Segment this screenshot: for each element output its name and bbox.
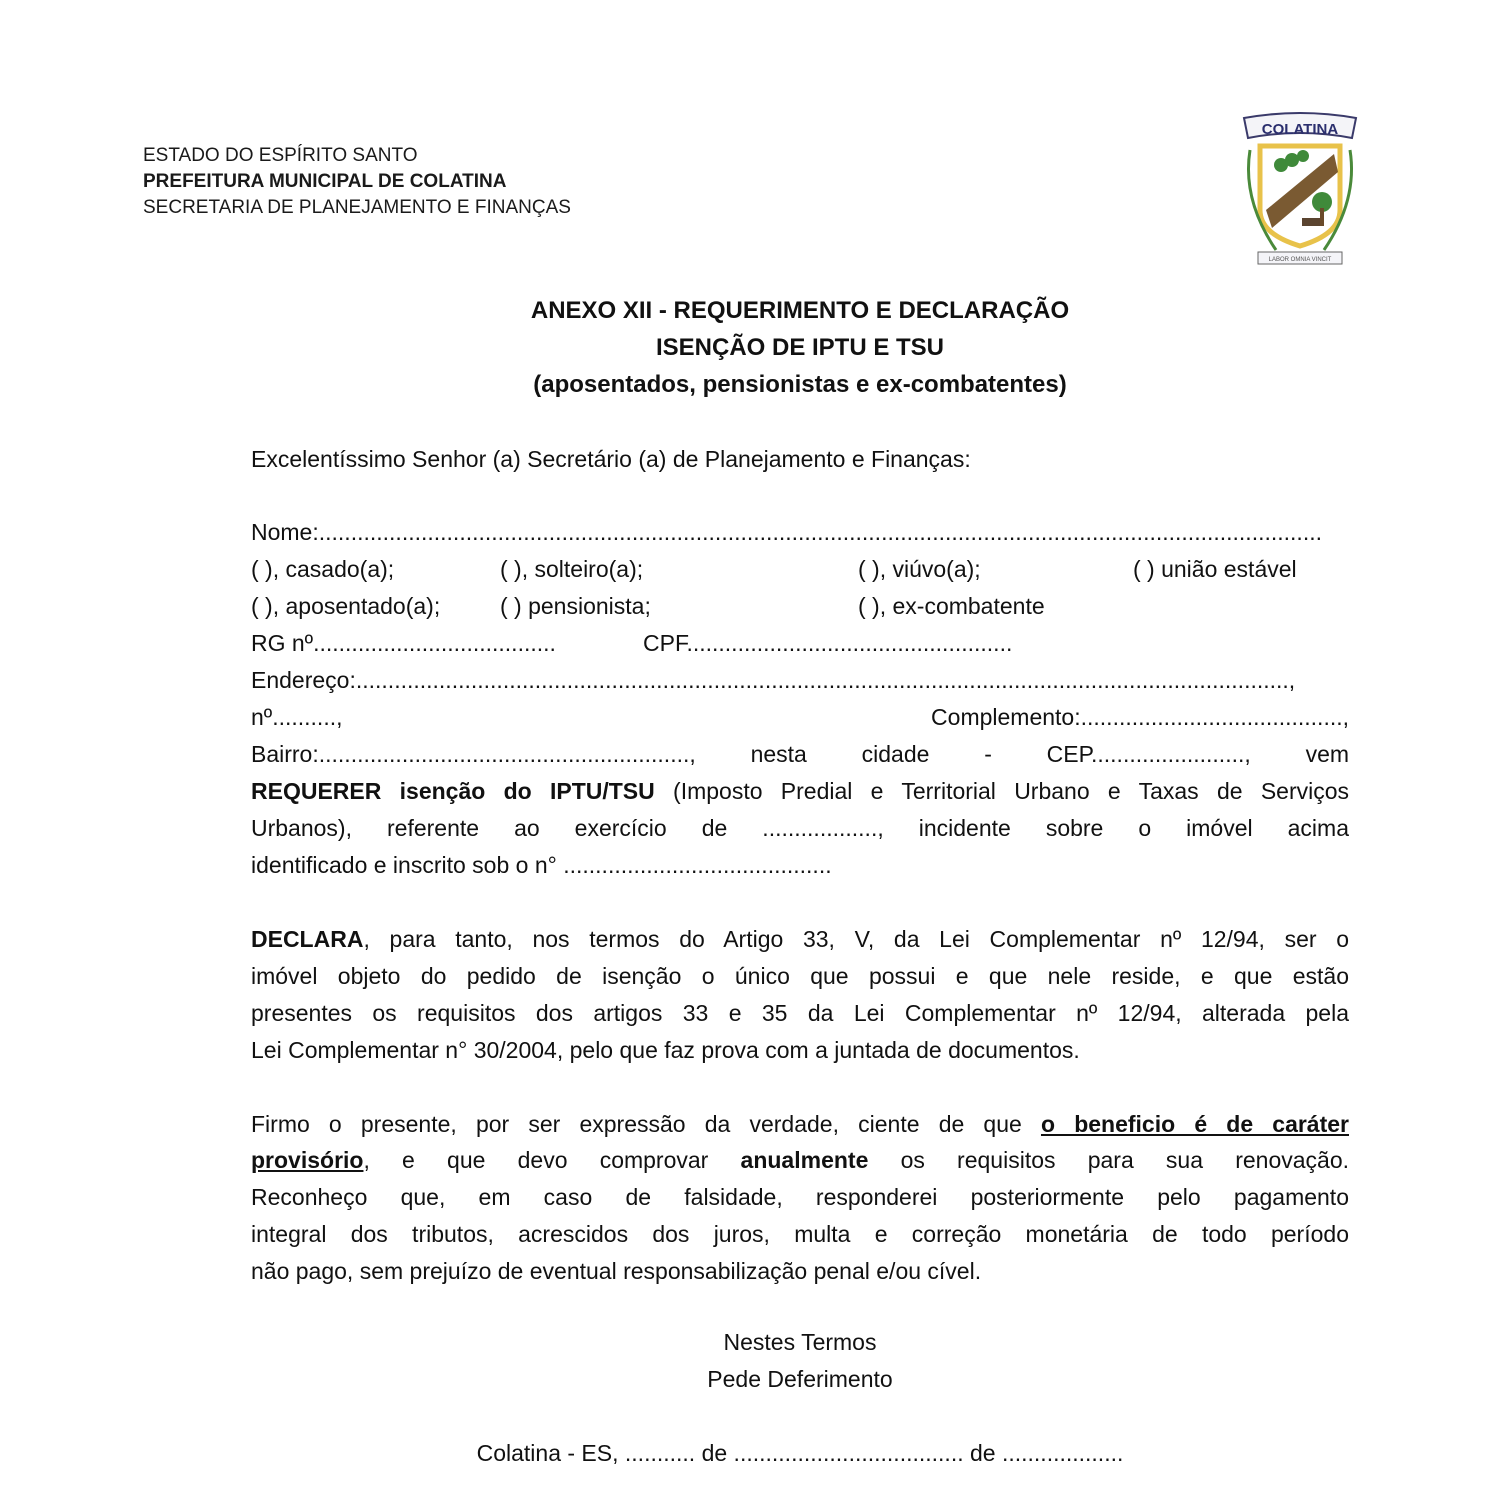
closing-pede-deferimento: Pede Deferimento	[707, 1366, 893, 1392]
prefecture-name: PREFEITURA MUNICIPAL DE COLATINA	[143, 171, 507, 192]
text-dash: -	[984, 741, 992, 767]
cpf-field[interactable]: CPF...................................................	[643, 630, 1013, 656]
firmo-line-3: Reconheço que, em caso de falsidade, responderei posteriormente pelo pagamento	[251, 1184, 1349, 1210]
number-field[interactable]: nº..........,	[251, 704, 343, 730]
option-casado[interactable]: ( ), casado(a);	[251, 556, 395, 582]
neighborhood-row	[251, 736, 1349, 773]
state-name: ESTADO DO ESPÍRITO SANTO	[143, 145, 418, 166]
secretariat-name: SECRETARIA DE PLANEJAMENTO E FINANÇAS	[143, 197, 571, 218]
firmo-line-2	[251, 1142, 1349, 1179]
provisional-word: provisório	[251, 1147, 364, 1173]
request-line-2[interactable]: Urbanos), referente ao exercício de .................., incidente sobre o imóvel acima	[251, 815, 1349, 841]
option-pensionista[interactable]: ( ) pensionista;	[500, 593, 651, 619]
document-subtitle-scope: (aposentados, pensionistas e ex-combatentes)	[533, 371, 1067, 398]
firmo-text-3: os requisitos para sua renovação.	[868, 1147, 1349, 1173]
firmo-line-5: não pago, sem prejuízo de eventual responsabilização penal e/ou cível.	[251, 1258, 982, 1284]
declara-line-1	[251, 921, 1349, 958]
declara-line-3: presentes os requisitos dos artigos 33 e 35 da Lei Complementar nº 12/94, alterada pela	[251, 1000, 1349, 1026]
request-bold: REQUERER isenção do IPTU/TSU	[251, 778, 655, 804]
option-aposentado[interactable]: ( ), aposentado(a);	[251, 593, 441, 619]
text-nesta: nesta	[750, 741, 807, 767]
document-subtitle: ISENÇÃO DE IPTU E TSU	[655, 334, 945, 361]
marital-status-row	[251, 551, 1349, 588]
declara-line-4: Lei Complementar n° 30/2004, pelo que faz prova com a juntada de documentos.	[251, 1037, 1080, 1063]
document-title: ANEXO XII - REQUERIMENTO E DECLARAÇÃO	[530, 297, 1070, 324]
firmo-text: Firmo o presente, por ser expressão da verdade, ciente de que	[251, 1111, 1041, 1137]
declara-bold: DECLARA	[251, 926, 364, 952]
beneficiary-type-row	[251, 588, 1349, 625]
name-field[interactable]: Nome:.............................................................................................................................................................	[251, 519, 1322, 545]
request-text: (Imposto Predial e Territorial Urbano e Taxas de Serviços	[673, 778, 1349, 804]
cep-field[interactable]: CEP........................,	[1046, 741, 1251, 767]
declara-line-2: imóvel objeto do pedido de isenção o único que possui e que nele reside, e que estão	[251, 963, 1349, 989]
salutation: Excelentíssimo Senhor (a) Secretário (a) de Planejamento e Finanças:	[251, 446, 971, 472]
provisional-notice: o beneficio é de caráter	[1040, 1111, 1349, 1137]
firmo-line-4: integral dos tributos, acrescidos dos juros, multa e correção monetária de todo período	[251, 1221, 1349, 1247]
complement-field[interactable]: Complemento:.........................................,	[931, 704, 1349, 730]
text-cidade: cidade	[861, 741, 930, 767]
svg-text:COLATINA: COLATINA	[1261, 121, 1339, 138]
option-uniao-estavel[interactable]: ( ) união estável	[1133, 556, 1297, 582]
firmo-line-1	[251, 1106, 1349, 1143]
neighborhood-field[interactable]: Bairro:..........................................................,	[251, 741, 696, 767]
firmo-text-2: , e que devo comprovar	[363, 1147, 741, 1173]
date-line[interactable]: Colatina - ES, ........... de .................................... de ...................	[476, 1440, 1124, 1466]
annually-bold: anualmente	[740, 1147, 869, 1173]
request-line-1	[251, 773, 1349, 810]
number-row	[251, 699, 1349, 736]
svg-text:LABOR OMNIA VINCIT: LABOR OMNIA VINCIT	[1268, 257, 1332, 263]
colatina-coat-of-arms-logo	[1236, 110, 1364, 270]
option-solteiro[interactable]: ( ), solteiro(a);	[500, 556, 644, 582]
text-vem: vem	[1305, 741, 1349, 767]
id-row	[251, 625, 1349, 662]
address-field[interactable]: Endereço:..................................................................................................................................................,	[251, 667, 1296, 693]
closing-nestes-termos: Nestes Termos	[723, 1329, 877, 1355]
option-ex-combatente[interactable]: ( ), ex-combatente	[858, 593, 1045, 619]
declara-text: , para tanto, nos termos do Artigo 33, V, da Lei Complementar nº 12/94, ser o	[363, 926, 1349, 952]
rg-field[interactable]: RG nº......................................	[251, 630, 556, 656]
option-viuvo[interactable]: ( ), viúvo(a);	[858, 556, 981, 582]
request-line-3[interactable]: identificado e inscrito sob o n° ..........................................	[251, 852, 832, 878]
